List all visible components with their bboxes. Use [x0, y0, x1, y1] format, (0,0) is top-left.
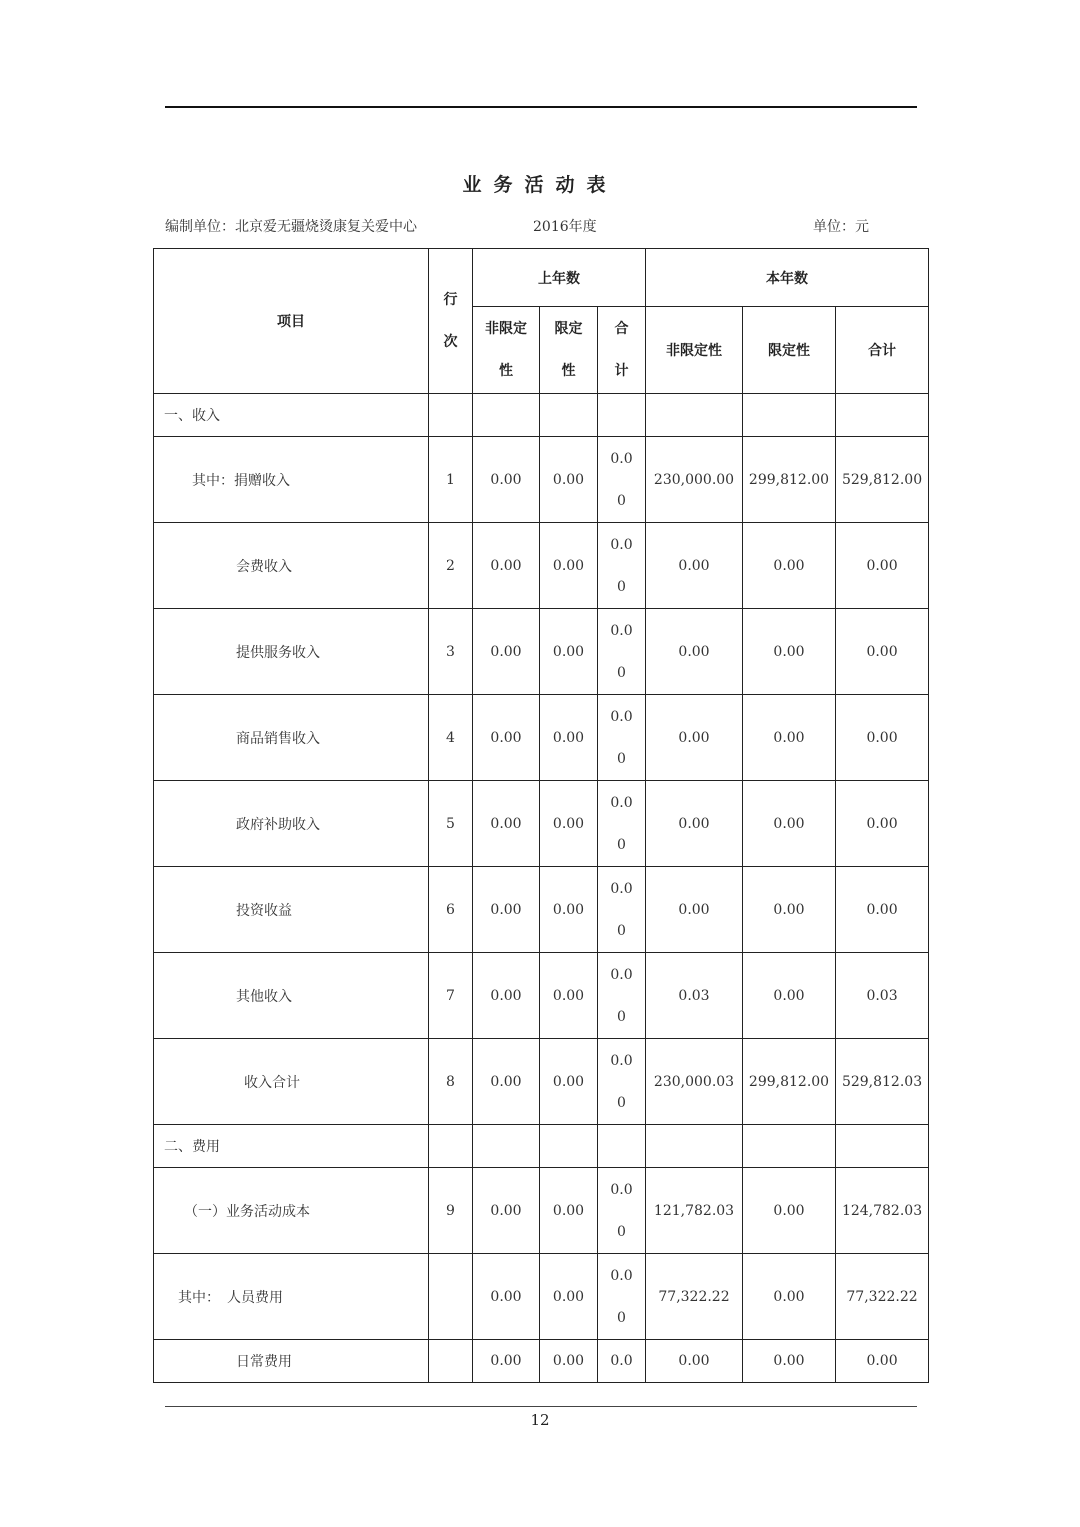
prev-total-value: 0.00 — [598, 781, 646, 867]
row-item-label: 商品销售收入 — [154, 695, 429, 781]
page-number: 12 — [530, 1411, 550, 1429]
prev-restricted-value: 0.00 — [540, 609, 598, 695]
table-row — [154, 1254, 929, 1340]
section-label: 一、收入 — [154, 394, 429, 437]
curr-unrestricted-value: 0.00 — [646, 781, 743, 867]
curr-total-value: 529,812.03 — [836, 1039, 929, 1125]
table-row — [154, 609, 929, 695]
prev-unrestricted-value: 0.00 — [473, 1039, 540, 1125]
prev-total-value: 0.00 — [598, 1039, 646, 1125]
curr-total-value: 124,782.03 — [836, 1168, 929, 1254]
curr-total-value: 0.00 — [836, 1340, 929, 1383]
prev-restricted-value: 0.00 — [540, 781, 598, 867]
curr-unrestricted-value: 0.00 — [646, 523, 743, 609]
curr-unrestricted-value: 121,782.03 — [646, 1168, 743, 1254]
prev-restricted-value: 0.00 — [540, 867, 598, 953]
table-row — [154, 953, 929, 1039]
prev-unrestricted-value: 0.00 — [473, 437, 540, 523]
curr-unrestricted-value: 0.03 — [646, 953, 743, 1039]
curr-unrestricted-header: 非限定性 — [646, 307, 743, 394]
prev-restricted-value: 0.00 — [540, 695, 598, 781]
prev-total-value: 0.00 — [598, 523, 646, 609]
prev-unrestricted-value: 0.00 — [473, 1254, 540, 1340]
row-item-label: 收入合计 — [154, 1039, 429, 1125]
prev-total-value: 0.00 — [598, 695, 646, 781]
page-title: 业务活动表 — [462, 174, 618, 196]
curr-restricted-value: 299,812.00 — [743, 437, 836, 523]
prev-unrestricted-value: 0.00 — [473, 953, 540, 1039]
curr-total-value: 529,812.00 — [836, 437, 929, 523]
curr-restricted-value: 0.00 — [743, 1340, 836, 1383]
curr-total-value: 0.00 — [836, 781, 929, 867]
table-row — [154, 1340, 929, 1383]
prev-restricted-value: 0.00 — [540, 523, 598, 609]
prev-year-header: 上年数 — [473, 249, 646, 307]
prev-restricted-header: 限定性 — [540, 307, 598, 394]
curr-restricted-header: 限定性 — [743, 307, 836, 394]
row-line-number: 9 — [429, 1168, 473, 1254]
prev-restricted-value: 0.00 — [540, 953, 598, 1039]
row-item-label: 会费收入 — [154, 523, 429, 609]
section-row-expense — [154, 1125, 929, 1168]
curr-unrestricted-value: 77,322.22 — [646, 1254, 743, 1340]
prev-unrestricted-header: 非限定性 — [473, 307, 540, 394]
curr-restricted-value: 0.00 — [743, 867, 836, 953]
curr-total-header: 合计 — [836, 307, 929, 394]
prev-total-value: 0.00 — [598, 867, 646, 953]
prev-restricted-value: 0.00 — [540, 1039, 598, 1125]
prev-unrestricted-value: 0.00 — [473, 1340, 540, 1383]
prev-unrestricted-value: 0.00 — [473, 695, 540, 781]
prev-restricted-value: 0.00 — [540, 1254, 598, 1340]
prev-restricted-value: 0.00 — [540, 1340, 598, 1383]
curr-total-value: 77,322.22 — [836, 1254, 929, 1340]
curr-total-value: 0.03 — [836, 953, 929, 1039]
row-item-label: 政府补助收入 — [154, 781, 429, 867]
table-row — [154, 523, 929, 609]
prev-unrestricted-value: 0.00 — [473, 523, 540, 609]
prev-total-value: 0.00 — [598, 437, 646, 523]
row-line-number: 1 — [429, 437, 473, 523]
row-line-number: 7 — [429, 953, 473, 1039]
curr-restricted-value: 0.00 — [743, 1254, 836, 1340]
curr-unrestricted-value: 230,000.03 — [646, 1039, 743, 1125]
table-row — [154, 695, 929, 781]
curr-total-value: 0.00 — [836, 867, 929, 953]
curr-unrestricted-value: 0.00 — [646, 609, 743, 695]
curr-restricted-value: 0.00 — [743, 609, 836, 695]
curr-unrestricted-value: 230,000.00 — [646, 437, 743, 523]
row-line-number — [429, 1254, 473, 1340]
row-line-number: 5 — [429, 781, 473, 867]
prev-total-value: 0.00 — [598, 609, 646, 695]
table-row — [154, 781, 929, 867]
row-item-label: 提供服务收入 — [154, 609, 429, 695]
curr-year-header: 本年数 — [646, 249, 929, 307]
row-line-number: 8 — [429, 1039, 473, 1125]
prev-restricted-value: 0.00 — [540, 437, 598, 523]
section-row-income — [154, 394, 929, 437]
prev-unrestricted-value: 0.00 — [473, 1168, 540, 1254]
curr-total-value: 0.00 — [836, 523, 929, 609]
row-line-number — [429, 1340, 473, 1383]
curr-unrestricted-value: 0.00 — [646, 695, 743, 781]
row-line-number: 3 — [429, 609, 473, 695]
header-rule — [165, 106, 917, 108]
prev-total-value: 0.00 — [598, 953, 646, 1039]
curr-unrestricted-value: 0.00 — [646, 867, 743, 953]
curr-restricted-value: 299,812.00 — [743, 1039, 836, 1125]
section-label: 二、费用 — [154, 1125, 429, 1168]
row-line-number: 4 — [429, 695, 473, 781]
row-item-label: 投资收益 — [154, 867, 429, 953]
activity-statement-table — [153, 248, 929, 1383]
col-item-header: 项目 — [154, 249, 429, 394]
row-item-label: 日常费用 — [154, 1340, 429, 1383]
curr-total-value: 0.00 — [836, 695, 929, 781]
table-row — [154, 1039, 929, 1125]
curr-restricted-value: 0.00 — [743, 953, 836, 1039]
row-line-number: 2 — [429, 523, 473, 609]
prev-unrestricted-value: 0.00 — [473, 867, 540, 953]
curr-restricted-value: 0.00 — [743, 695, 836, 781]
curr-unrestricted-value: 0.00 — [646, 1340, 743, 1383]
prev-unrestricted-value: 0.00 — [473, 781, 540, 867]
row-line-number: 6 — [429, 867, 473, 953]
row-item-label: 其中： 人员费用 — [154, 1254, 429, 1340]
row-item-label: （一）业务活动成本 — [154, 1168, 429, 1254]
header-row-1 — [154, 249, 929, 307]
curr-restricted-value: 0.00 — [743, 523, 836, 609]
col-line-header: 行次 — [429, 249, 473, 394]
prev-total-header: 合计 — [598, 307, 646, 394]
table-row — [154, 867, 929, 953]
reporting-unit: 编制单位：北京爱无疆烧烫康复关爱中心 — [165, 219, 417, 235]
curr-restricted-value: 0.00 — [743, 1168, 836, 1254]
prev-total-value: 0.00 — [598, 1254, 646, 1340]
row-item-label: 其中：捐赠收入 — [154, 437, 429, 523]
fiscal-year: 2016年度 — [533, 219, 597, 235]
prev-total-value: 0.0 — [598, 1340, 646, 1383]
prev-total-value: 0.00 — [598, 1168, 646, 1254]
table-row — [154, 437, 929, 523]
table-row — [154, 1168, 929, 1254]
curr-total-value: 0.00 — [836, 609, 929, 695]
currency-unit: 单位：元 — [813, 219, 869, 235]
prev-restricted-value: 0.00 — [540, 1168, 598, 1254]
prev-unrestricted-value: 0.00 — [473, 609, 540, 695]
curr-restricted-value: 0.00 — [743, 781, 836, 867]
footer-rule — [165, 1406, 917, 1407]
row-item-label: 其他收入 — [154, 953, 429, 1039]
